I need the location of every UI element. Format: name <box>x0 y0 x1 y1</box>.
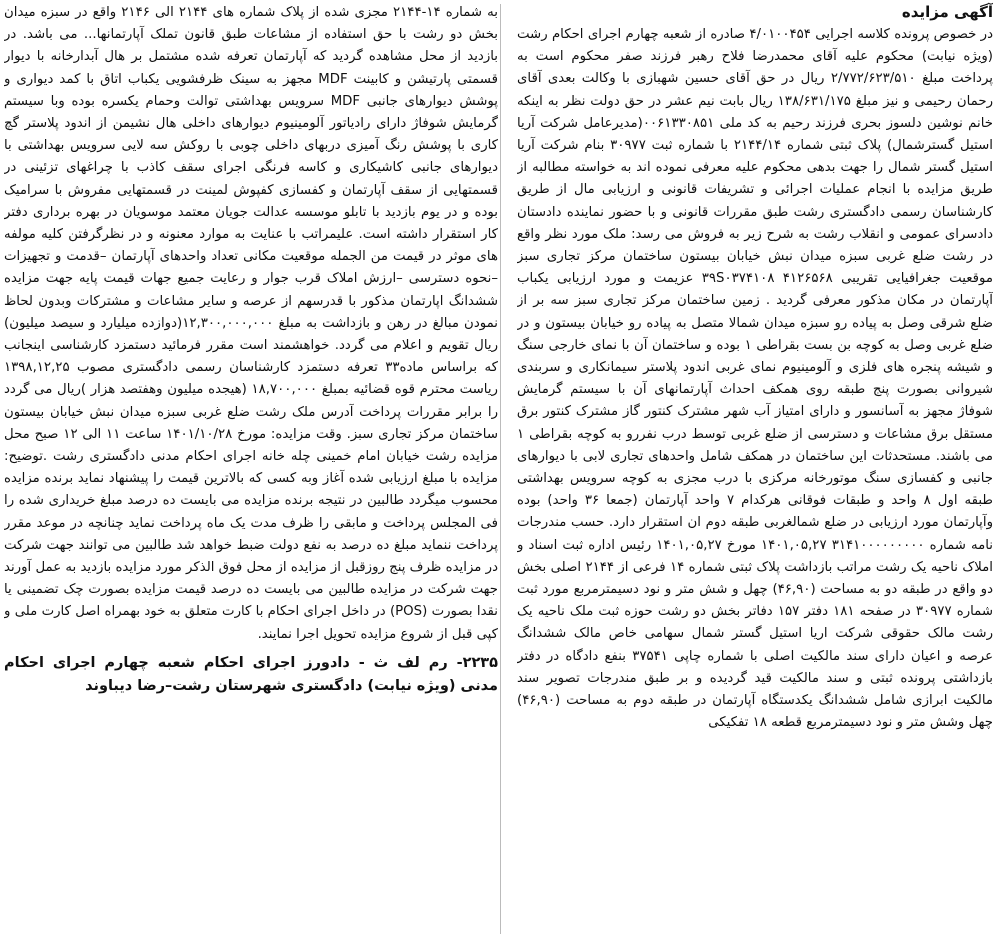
right-column <box>517 2 993 937</box>
column-divider <box>500 4 501 934</box>
left-column <box>4 2 498 937</box>
notice-body-left: به شماره ۱۴-۲۱۴۴ مجزی شده از پلاک شماره های ۲۱۴۴ الی ۲۱۴۶ واقع در سبزه میدان بخش دو رشت با حق استفاده از مشاعات طبق قانون تملک آپارتمانها... می باشد. در بازدید از محل مشاهده گردید که آپارتمان تعرفه شده مشتمل بر هال آبدارخانه با دیوار قسمتی پارتیشن و کابینت MDF مجهز به سینک ظرفشویی یکباب اتاق با کمد دیواری و پوشش دیوارهای جانبی MDF سرویس بهداشتی توالت وحمام یکسره بوده وبا سیستم گرمایش شوفاژ دارای رادیاتور آلومینیوم دیوارهای داخلی هال نشیمن از اندود پلاستر گچ کاری با پوشش رنگ آمیزی دربهای داخلی چوبی با روکش سه لایی سرویس بهداشتی با دیوارهای جانبی کاشیکاری و کاسه فرنگی اجرای سقف کاذب با چراغهای تزئینی در قسمتهایی از سقف آپارتمان و کفسازی کفپوش لمینت در قسمتهایی مفروش با سرامیک بوده و در یوم بازدید با تابلو موسسه عدالت جویان معتمد موسویان در بهره برداری دفتر کار استقرار داشته است. علیمراتب با عنایت به موارد معنونه و در نظرگرفتن کلیه مولفه های موثر در قیمت من الجمله موقعیت مکانی تعداد واحدهای آپارتمان –قدمت و تجهیزات –نحوه دسترسی –ارزش املاک قرب جوار و رعایت جمیع جهات قیمت پایه جهت مزایده ششدانگ اپارتمان مذکور با قدرسهم از عرصه و سایر مشاعات و مشترکات وبدون لحاظ نمودن مبالغ در رهن و بازداشت به مبلغ ۱۲,۳۰۰,۰۰۰,۰۰۰(دوازده میلیارد و سیصد میلیون) ریال تقویم و اعلام می گردد. خواهشمند است مقرر فرمائید دستمزد کارشناسی اینجانب که براساس ماده۳۳ تعرفه دستمزد کارشناسان رسمی دادگستری مصوب ۱۳۹۸,۱۲,۲۵ ریاست محترم قوه قضائیه بمبلغ ۱۸,۷۰۰,۰۰۰ (هیجده میلیون وهفتصد هزار )ریال می گردد را برابر مقررات پرداخت آدرس ملک رشت ضلع غربی سبزه میدان نبش خیابان بیستون ساختمان مرکز تجاری سبز. وقت مزایده: مورخ ۱۴۰۱/۱۰/۲۸ ساعت ۱۱ الی ۱۲ صبح محل مزایده رشت خیابان امام خمینی چله خانه اجرای احکام مدنی دادگستری رشت .توضیح: مزایده با مبلغ ارزیابی شده آغاز وبه کسی که بالاترین قیمت را پیشنهاد نماید برنده مزایده محسوب میگردد طالبین در نتیجه برنده مزایده می بایست ده درصد مبلغ خریداری شده را فی المجلس پرداخت و مابقی را ظرف مدت یک ماه پرداخت نماید چنانچه در موعد مقرر پرداخت ننماید مبلغ ده درصد به نفع دولت ضبط خواهد شد طالبین می توانند جهت شرکت در مزایده ظرف پنج روزقبل از مزایده از محل فوق الذکر مورد مزایده بازدید به عمل آورند جهت شرکت در مزایده طالبین می بایست ده درصد قیمت مزایده بصورت چک تضمینی یا نقدا بصورت (POS) در داخل اجرای احکام با کارت متعلق به خود بهمراه اصل کارت ملی و کپی قبل از شروع مزایده تحویل اجرا نمایند. <box>4 5 498 642</box>
notice-body-right: در خصوص پرونده کلاسه اجرایی ۴/۰۱۰۰۴۵۴ صادره از شعبه چهارم اجرای احکام رشت (ویژه نیابت) محکوم علیه آقای محمدرضا فلاح رهبر فرزند صفر محکوم است به پرداخت مبلغ ۲/۷۷۲/۶۲۳/۵۱۰ ریال در حق آقای حسین شهبازی با وکالت بعدی آقای رحمان رحیمی و نیز مبلغ ۱۳۸/۶۳۱/۱۷۵ ریال بابت نیم عشر در حق دولت نظر به اینکه خانم نوشین دلسوز بحری فرزند رحیم به کد ملی ۰۰۶۱۳۳۰۸۵۱(مدیرعامل شرکت آریا استیل گسترشمال) پلاک ثبتی شماره ۲۱۴۴/۱۴ با شماره ثبت ۳۰۹۷۷ بنام شرکت آریا استیل گستر شمال را جهت بدهی محکوم علیه معرفی نموده اند به خواسته مطالبه از طریق مزایده با انجام عملیات اجرائی و تشریفات قانونی و ارزیابی مال از طریق کارشناسان رسمی دادگستری رشت طبق مقررات قانونی و با حضور نماینده دادستان دادسرای عمومی و انقلاب رشت به شرح زیر به فروش می رسد: ملک مورد نظر واقع در رشت ضلع غربی سبزه میدان نبش خیابان بیستون ساختمان مرکز تجاری سبز موقعیت جغرافیایی تقریبی ۳۹S۰۳۷۴۱۰۸ ۴۱۲۶۵۶۸ عزیمت و مورد ارزیابی یکباب آپارتمان در مکان مذکور معرفی گردید . زمین ساختمان مرکز تجاری سبز سه بر از ضلع شرقی وصل به پیاده رو سبزه میدان شمالا متصل به پیاده رو خیابان بیستون و در ضلع غربی وصل به کوچه بن بست بقراطی ۱ بوده و ساختمان آن با نمای خارجی سنگ و شیشه پنجره های فلزی و آلومینیوم نمای غربی اندود پلاستر سیمانکاری و سربندی شیروانی بصورت پنج طبقه روی همکف احداث آپارتمانهای آن با سیستم گرمایش شوفاژ مجهز به آسانسور و دارای امتیاز آب شهر مشترک کنتور گاز مشترک کنتور برق مستقل برق مشاعات و دسترسی از ضلع غربی توسط درب نفررو به کوچه بقراطی ۱ می باشند. مستحدثات این ساختمان در همکف شامل واحدهای تجاری لابی با دیوارهای جانبی و کفسازی سنگ موتورخانه مرکزی با درب مجزی به کوچه سرویس بهداشتی طبقه اول ۸ واحد و طبقات فوقانی هرکدام ۷ واحد آپارتمان (جمعا ۳۶ واحد) بوده وآپارتمان مورد ارزیابی در ضلع شمالغربی طبقه دوم ان استقرار دارد. حسب مندرجات نامه شماره ۳۱۴۱۰۰۰۰۰۰۰۰۰ ۱۴۰۱,۰۵,۲۷ مورخ ۱۴۰۱,۰۵,۲۷ رئیس اداره ثبت اسناد و املاک ناحیه یک رشت مراتب بازداشت پلاک ثبتی شماره ۱۴ فرعی از ۲۱۴۴ اصلی بخش دو واقع در طبقه دو به مساحت (۴۶,۹۰) چهل و شش متر و نود دسیمترمربع مورد ثبت شماره ۳۰۹۷۷ در صفحه ۱۸۱ دفتر ۱۵۷ دفاتر بخش دو رشت حوزه ثبت ملک ناحیه یک رشت مالک حقوقی شرکت اریا استیل گستر شمال سهامی خاص مالک ششدانگ عرصه و اعیان دارای سند مالکیت اصلی با شماره چاپی ۳۷۵۴۱ بنفع دادگاه در دفتر بازداشتی پرونده ثبتی و سند مالکیت قید گردیده و بر طبق مندرجات تصویر سند مالکیت ابرازی شامل ششدانگ یکدستگاه آپارتمان در طبقه دوم به مساحت (۴۶,۹۰) چهل وشش متر و نود دسیمترمربع قطعه ۱۸ تفکیکی <box>517 27 993 731</box>
signature-block: ۲۲۳۵- رم لف ث - دادورز اجرای احکام شعبه چهارم اجرای احکام مدنی (ویژه نیابت) دادگستری شهرستان رشت–رضا دیباوند <box>4 654 498 694</box>
notice-title: آگهی مزایده <box>901 3 993 21</box>
